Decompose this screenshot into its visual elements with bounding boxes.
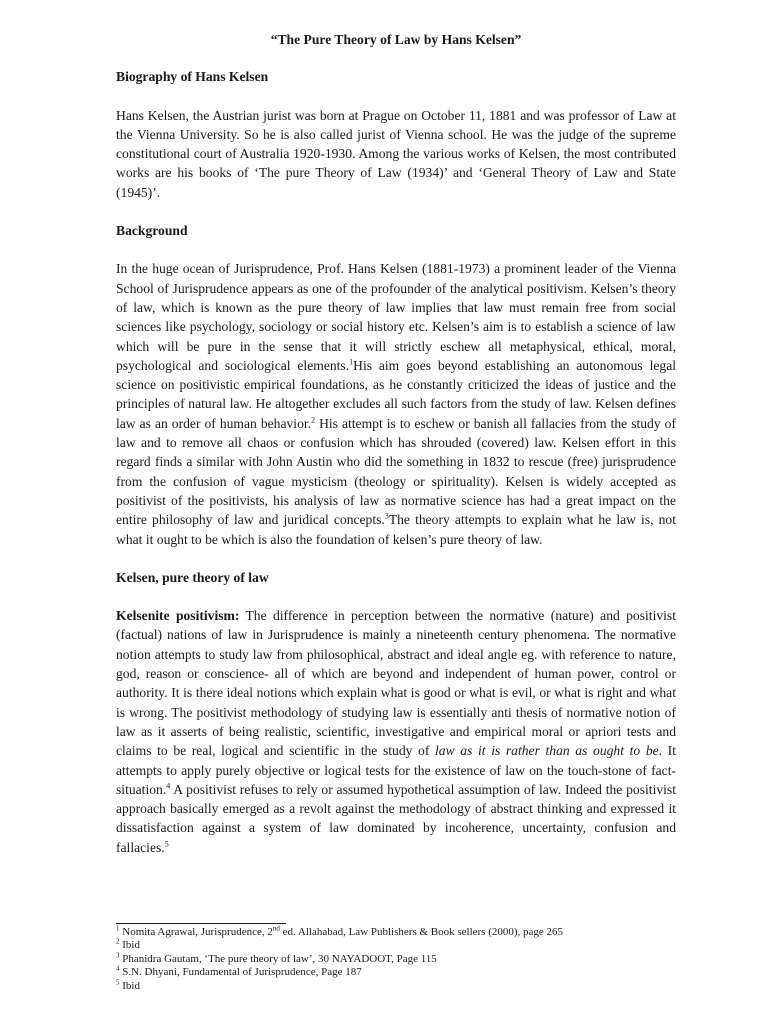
- pure-theory-text-2: . It attempts to apply purely objective or logical tests for the existence of law on the touch-stone of fact-situation.: [116, 743, 676, 797]
- footnote-5: [116, 977, 676, 993]
- footnote-number: 2: [116, 937, 120, 946]
- footnote-ref-5: 5: [164, 839, 169, 849]
- footnote-3: [116, 953, 676, 966]
- footnote-ref-1: 1: [349, 357, 354, 367]
- document-page: [116, 30, 676, 876]
- footnote-4: [116, 966, 676, 979]
- background-heading: Background: [116, 223, 188, 239]
- footnote-2: [116, 939, 676, 952]
- background-text-3: His attempt is to eschew or banish all fallacies from the study of law and to remove all chaos or confusion which has shrouded (covered) law. Kelsen effort in this regard finds a similar with John Austin who did the something in 1832 to rescue (free) jurisprudence from the confusion of vague mysticism (theology or spirituality). Kelsen is widely accepted as positivist of the positivists, his analysis of law as normative science has had a great impact on the entire philosophy of law and juridical concepts.: [116, 415, 676, 528]
- background-text-4: The theory attempts to explain what he law is, not what it ought to be which is also the foundation of kelsen’s pure theory of law.: [116, 512, 676, 547]
- footnote-1: [116, 926, 676, 939]
- footnote-text: Nomita Agrawal, Jurisprudence, 2: [122, 926, 273, 938]
- pure-theory-italic: law as it is rather than as ought to be: [435, 743, 659, 759]
- background-text-2: His aim goes beyond establishing an autonomous legal science on positivistic empirical foundations, as he constantly criticized the ideas of justice and the principles of natural law. He altogether excludes all such factors from the study of law. Kelsen defines law as an order of human behavior.: [116, 357, 677, 431]
- background-text-1: In the huge ocean of Jurisprudence, Prof. Hans Kelsen (1881-1973) a prominent leader of the Vienna School of Jurisprudence appears as one of the profounder of the analytical positivism. Kelsen’s theory of law, which is known as the pure theory of law implies that law must remain free from social sciences like psychology, sociology or social history etc. Kelsen’s aim is to establish a science of law which will be pure in the sense that it will strictly eschew all metaphysical, ethical, moral, psychological and sociological elements.: [116, 261, 676, 373]
- pure-theory-text-3: A positivist refuses to rely or assumed hypothetical assumption of law. Indeed the positivist approach basically emerged as a revolt against the methodology of abstract thinking and expressed it dissatisfaction against a system of law dominated by incoherence, uncertainty, confusion and fallacies.: [116, 781, 676, 855]
- pure-theory-paragraph: [116, 606, 676, 857]
- pure-theory-text-1: The difference in perception between the normative (nature) and positivist (factual) nations of law in Jurisprudence is mainly a nineteenth century phenomena. The normative notion attempts to study law from philosophical, abstract and ideal angle eg. with reference to nature, god, reason or conscience- all of which are beyond and independent of human power, control or authority. It is there ideal notions which explain what is good or what is evil, or what is right and what is wrong. The positivist methodology of studying law is essentially anti thesis of normative notion of law as it asserts of being realistic, scientific, investigative and empirical moral or apriori tests and claims to be real, logical and scientific in the study of: [116, 608, 676, 759]
- biography-paragraph: Hans Kelsen, the Austrian jurist was born at Prague on October 11, 1881 and was professor of Law at the Vienna University. So he is also called jurist of Vienna school. He was the judge of the supreme constitutional court of Australia 1920-1930. Among the various works of Kelsen, the most contributed works are his books of ‘The pure Theory of Law (1934)’ and ‘General Theory of Law and State (1945)’.: [116, 107, 676, 200]
- biography-heading: Biography of Hans Kelsen: [116, 69, 269, 85]
- footnote-text: Ibid: [122, 979, 140, 992]
- footnote-ref-2: 2: [311, 415, 316, 425]
- footnote-text-tail: ed. Allahabad, Law Publishers & Book sellers (2000), page 265: [279, 926, 564, 938]
- footnote-number: 3: [116, 951, 120, 960]
- footnote-ref-3: 3: [384, 511, 389, 521]
- footnote-ref-4: 4: [166, 781, 171, 791]
- document-title: “The Pure Theory of Law by Hans Kelsen”: [270, 32, 522, 47]
- footnote-superscript: nd: [272, 924, 280, 933]
- footnote-number: 4: [116, 964, 120, 973]
- kelsenite-positivism-lead: Kelsenite positivism:: [116, 608, 240, 624]
- footnote-number: 5: [116, 977, 120, 986]
- footnotes: [116, 926, 676, 993]
- footnote-text: Ibid: [122, 939, 140, 952]
- footnote-number: 1: [116, 924, 120, 933]
- footnote-text: Phanidra Gautam, ‘The pure theory of law’, 30 NAYADOOT, Page 115: [122, 952, 437, 965]
- footnote-text: S.N. Dhyani, Fundamental of Jurisprudence, Page 187: [122, 966, 362, 979]
- footnote-divider: [116, 923, 286, 924]
- pure-theory-heading: Kelsen, pure theory of law: [116, 569, 269, 585]
- background-paragraph: [116, 259, 676, 548]
